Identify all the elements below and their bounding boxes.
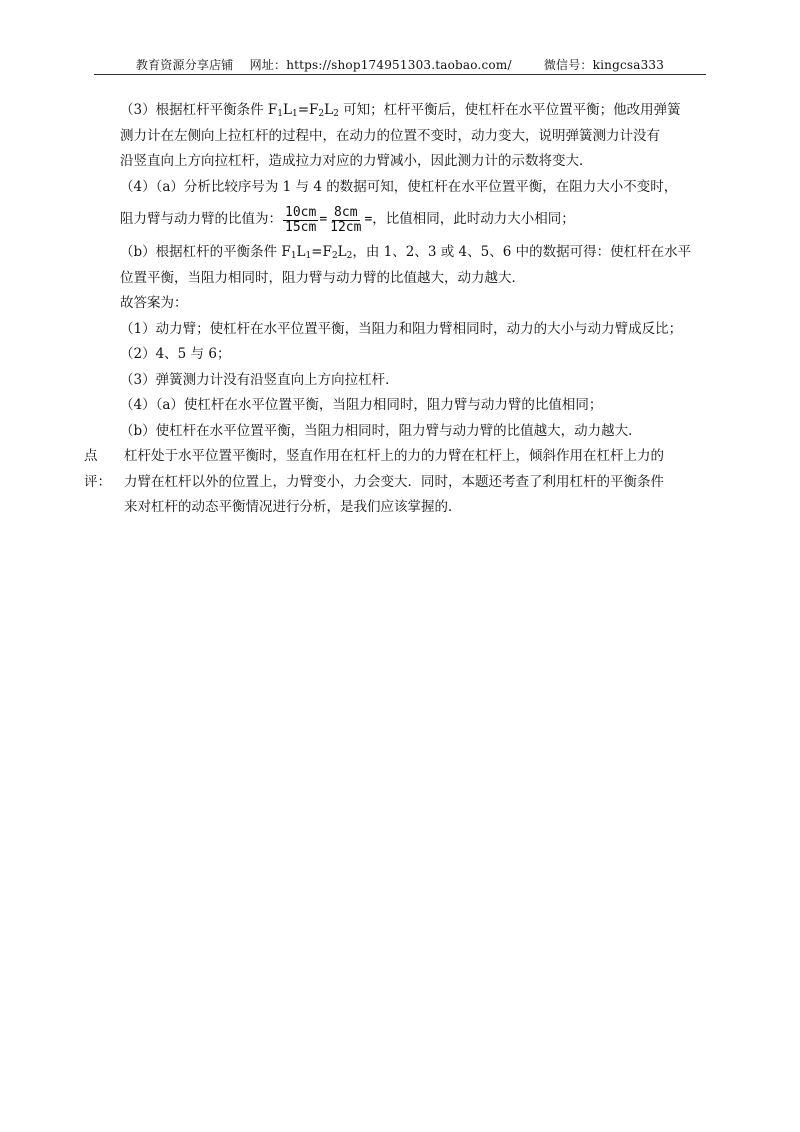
header-divider [94, 74, 706, 75]
answers-heading: 故答案为： [120, 295, 188, 311]
wechat-label: 微信号： [543, 58, 593, 72]
answer-4a: （4）（a）使杠杆在水平位置平衡，当阻力相同时，阻力臂与动力臂的比值相同； [120, 397, 603, 413]
comment-body [124, 444, 704, 521]
page-header [94, 56, 706, 76]
shop-url[interactable]: https://shop174951303.taobao.com/ [286, 58, 512, 72]
fraction-1-denominator: 15cm [285, 219, 317, 235]
para4b-line1: （b）根据杠杆的平衡条件 $F_1L_1=F_2L_2$，由 1、2、3 或 4、5、6 中的数据可得：使杠杆在水平 [120, 244, 692, 261]
fraction-2-denominator: 12cm [330, 219, 362, 235]
answer-2: （2）4、5 与 6； [120, 346, 231, 362]
para4b-line2: 位置平衡，当阻力相同时，阻力臂与动力臂的比值越大，动力越大． [120, 269, 525, 286]
comment-line-2: 力臂在杠杆以外的位置上，力臂变小，力会变大．同时，本题还考查了利用杠杆的平衡条件 [124, 473, 664, 490]
comment-line-3: 来对杠杆的动态平衡情况进行分析，是我们应该掌握的． [124, 499, 462, 515]
equals-sign: = [319, 212, 328, 228]
comment-label: 点评： [84, 448, 111, 490]
url-label: 网址： [249, 58, 287, 72]
answer-1: （1）动力臂；使杠杆在水平位置平衡，当阻力和阻力臂相同时，动力的大小与动力臂成反比； [120, 320, 683, 337]
ratio-conclusion: ，比值相同，此时动力大小相同； [372, 211, 575, 228]
fraction-2 [328, 206, 363, 235]
ratio-intro: 阻力臂与动力臂的比值为： [120, 211, 282, 228]
para3-line1: （3）根据杠杆平衡条件 $F_1L_1=F_2L_2$ 可知；杠杆平衡后，使杠杆在水平位置平衡；他改用弹簧 [120, 102, 681, 119]
para3-line2: 测力计在左侧向上拉杠杆的过程中，在动力的位置不变时，动力变大，说明弹簧测力计没有 [120, 127, 660, 144]
wechat-id: kingcsa333 [592, 58, 665, 72]
fraction-1-numerator: 10cm [285, 204, 317, 220]
document-body [84, 98, 710, 521]
para3-line3: 沿竖直向上方向拉杠杆，造成拉力对应的力臂减小，因此测力计的示数将变大． [120, 153, 593, 169]
comment-line-1: 杠杆处于水平位置平衡时，竖直作用在杠杆上的力的力臂在杠杆上，倾斜作用在杠杆上力的 [124, 448, 664, 464]
fraction-1 [283, 206, 318, 235]
comment-block [84, 444, 710, 521]
equals-sign-2: = [364, 212, 373, 228]
answer-4b: （b）使杠杆在水平位置平衡，当阻力相同时，阻力臂与动力臂的比值越大，动力越大． [120, 422, 642, 439]
para4a-line1: （4）（a）分析比较序号为 1 与 4 的数据可知，使杠杆在水平位置平衡，在阻力大小不变时， [120, 178, 678, 195]
para4a-ratio-line [120, 200, 710, 240]
fraction-2-numerator: 8cm [334, 204, 358, 220]
answer-3: （3）弹簧测力计没有沿竖直向上方向拉杠杆． [120, 371, 399, 388]
shop-name: 教育资源分享店铺 [135, 58, 234, 72]
